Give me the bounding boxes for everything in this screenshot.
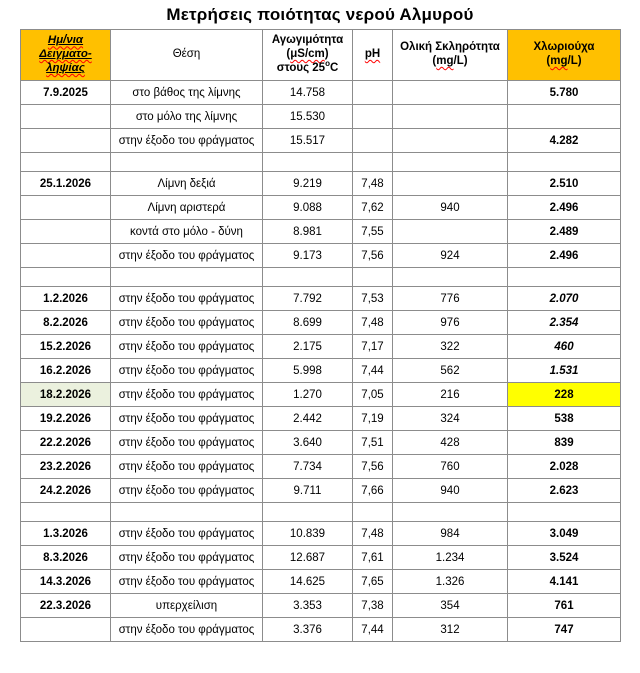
cell-date[interactable]: 16.2.2026 [21, 359, 111, 383]
cell-hardness[interactable]: 1.234 [393, 546, 508, 570]
cell-conductivity[interactable]: 3.353 [263, 594, 353, 618]
cell-chloride[interactable]: 2.496 [508, 244, 621, 268]
empty-cell[interactable] [21, 153, 111, 172]
cell-chloride[interactable]: 228 [508, 383, 621, 407]
cell-chloride[interactable]: 2.496 [508, 196, 621, 220]
cell-date[interactable]: 7.9.2025 [21, 81, 111, 105]
cell-conductivity[interactable]: 9.088 [263, 196, 353, 220]
cell-hardness[interactable]: 940 [393, 196, 508, 220]
header-line: Χλωριούχα [533, 41, 595, 54]
cell-conductivity[interactable]: 8.981 [263, 220, 353, 244]
header-line: (mg/L) [546, 55, 582, 67]
cell-date[interactable]: 19.2.2026 [21, 407, 111, 431]
cell-date[interactable] [21, 220, 111, 244]
spacer-row [21, 268, 621, 287]
cell-hardness[interactable]: 322 [393, 335, 508, 359]
table-body [21, 81, 621, 642]
cell-ph[interactable]: 7,17 [353, 335, 393, 359]
empty-cell[interactable] [263, 153, 353, 172]
cell-conductivity[interactable]: 3.640 [263, 431, 353, 455]
cell-ph[interactable]: 7,38 [353, 594, 393, 618]
cell-ph[interactable]: 7,19 [353, 407, 393, 431]
cell-ph[interactable]: 7,61 [353, 546, 393, 570]
cell-hardness[interactable] [393, 81, 508, 105]
cell-conductivity[interactable]: 2.175 [263, 335, 353, 359]
cell-position[interactable]: στην έξοδο του φράγματος [111, 383, 263, 407]
cell-position[interactable]: στο μόλο της λίμνης [111, 105, 263, 129]
table-row [21, 546, 621, 570]
cell-conductivity[interactable]: 7.734 [263, 455, 353, 479]
cell-hardness[interactable]: 324 [393, 407, 508, 431]
cell-chloride[interactable]: 460 [508, 335, 621, 359]
cell-hardness[interactable]: 984 [393, 522, 508, 546]
empty-cell[interactable] [353, 503, 393, 522]
empty-cell[interactable] [393, 503, 508, 522]
table-row [21, 244, 621, 268]
cell-position[interactable]: στην έξοδο του φράγματος [111, 455, 263, 479]
empty-cell[interactable] [508, 268, 621, 287]
cell-position[interactable]: κοντά στο μόλο - δύνη [111, 220, 263, 244]
cell-chloride[interactable]: 2.510 [508, 172, 621, 196]
cell-chloride[interactable]: 5.780 [508, 81, 621, 105]
table-row [21, 431, 621, 455]
empty-cell[interactable] [263, 503, 353, 522]
cell-position[interactable]: στην έξοδο του φράγματος [111, 244, 263, 268]
table-row [21, 311, 621, 335]
cell-conductivity[interactable]: 8.699 [263, 311, 353, 335]
cell-ph[interactable]: 7,65 [353, 570, 393, 594]
cell-hardness[interactable]: 354 [393, 594, 508, 618]
cell-date[interactable] [21, 129, 111, 153]
empty-cell[interactable] [353, 153, 393, 172]
empty-cell[interactable] [393, 268, 508, 287]
cell-date[interactable] [21, 618, 111, 642]
table-row [21, 172, 621, 196]
empty-cell[interactable] [111, 503, 263, 522]
cell-position[interactable]: Λίμνη δεξιά [111, 172, 263, 196]
cell-ph[interactable]: 7,66 [353, 479, 393, 503]
header-line: Δειγματο- [39, 48, 92, 61]
table-row [21, 407, 621, 431]
cell-hardness[interactable]: 1.326 [393, 570, 508, 594]
cell-position[interactable]: στην έξοδο του φράγματος [111, 335, 263, 359]
cell-date[interactable]: 8.2.2026 [21, 311, 111, 335]
cell-chloride[interactable] [508, 105, 621, 129]
cell-date[interactable]: 8.3.2026 [21, 546, 111, 570]
cell-conductivity[interactable]: 14.758 [263, 81, 353, 105]
cell-conductivity[interactable]: 5.998 [263, 359, 353, 383]
cell-ph[interactable]: 7,05 [353, 383, 393, 407]
header-line: (μS/cm) [286, 48, 329, 61]
cell-ph[interactable]: 7,53 [353, 287, 393, 311]
cell-position[interactable]: στην έξοδο του φράγματος [111, 546, 263, 570]
table-row [21, 594, 621, 618]
page-title: Μετρήσεις ποιότητας νερού Αλμυρού [166, 5, 474, 24]
cell-date[interactable]: 24.2.2026 [21, 479, 111, 503]
empty-cell[interactable] [263, 268, 353, 287]
header-cell-conductivity[interactable] [263, 30, 353, 81]
cell-hardness[interactable]: 924 [393, 244, 508, 268]
cell-position[interactable]: στην έξοδο του φράγματος [111, 359, 263, 383]
cell-conductivity[interactable]: 9.219 [263, 172, 353, 196]
cell-hardness[interactable] [393, 220, 508, 244]
cell-chloride[interactable]: 4.141 [508, 570, 621, 594]
cell-chloride[interactable]: 3.524 [508, 546, 621, 570]
table-row [21, 479, 621, 503]
cell-date[interactable] [21, 105, 111, 129]
cell-position[interactable]: στην έξοδο του φράγματος [111, 522, 263, 546]
empty-cell[interactable] [111, 268, 263, 287]
cell-position[interactable]: υπερχείλιση [111, 594, 263, 618]
cell-conductivity[interactable]: 12.687 [263, 546, 353, 570]
cell-hardness[interactable]: 562 [393, 359, 508, 383]
cell-chloride[interactable]: 839 [508, 431, 621, 455]
cell-conductivity[interactable]: 9.173 [263, 244, 353, 268]
cell-ph[interactable]: 7,48 [353, 311, 393, 335]
cell-ph[interactable]: 7,51 [353, 431, 393, 455]
cell-position[interactable]: στην έξοδο του φράγματος [111, 431, 263, 455]
cell-date[interactable]: 23.2.2026 [21, 455, 111, 479]
cell-position[interactable]: στο βάθος της λίμνης [111, 81, 263, 105]
cell-ph[interactable]: 7,55 [353, 220, 393, 244]
cell-hardness[interactable]: 312 [393, 618, 508, 642]
cell-position[interactable]: στην έξοδο του φράγματος [111, 479, 263, 503]
empty-cell[interactable] [111, 153, 263, 172]
header-line: Ημ/νια [47, 34, 84, 47]
cell-conductivity[interactable]: 9.711 [263, 479, 353, 503]
cell-hardness[interactable]: 760 [393, 455, 508, 479]
header-line: Ολική Σκληρότητα [400, 41, 500, 54]
cell-date[interactable]: 1.2.2026 [21, 287, 111, 311]
cell-date[interactable] [21, 196, 111, 220]
cell-ph[interactable]: 7,56 [353, 244, 393, 268]
spacer-row [21, 153, 621, 172]
header-line: pH [364, 48, 381, 61]
cell-date[interactable]: 25.1.2026 [21, 172, 111, 196]
cell-ph[interactable] [353, 129, 393, 153]
table-row [21, 220, 621, 244]
cell-chloride[interactable]: 2.354 [508, 311, 621, 335]
empty-cell[interactable] [508, 503, 621, 522]
cell-conductivity[interactable]: 15.517 [263, 129, 353, 153]
cell-ph[interactable]: 7,62 [353, 196, 393, 220]
empty-cell[interactable] [21, 268, 111, 287]
empty-cell[interactable] [393, 153, 508, 172]
cell-chloride[interactable]: 2.489 [508, 220, 621, 244]
cell-date[interactable]: 1.3.2026 [21, 522, 111, 546]
cell-ph[interactable]: 7,44 [353, 618, 393, 642]
header-cell-ph[interactable] [353, 30, 393, 81]
cell-position[interactable]: στην έξοδο του φράγματος [111, 287, 263, 311]
cell-chloride[interactable]: 2.028 [508, 455, 621, 479]
cell-ph[interactable] [353, 105, 393, 129]
cell-date[interactable] [21, 244, 111, 268]
table-row [21, 287, 621, 311]
table-row [21, 359, 621, 383]
table-row [21, 335, 621, 359]
spacer-row [21, 503, 621, 522]
cell-chloride[interactable]: 4.282 [508, 129, 621, 153]
empty-cell[interactable] [353, 268, 393, 287]
cell-ph[interactable]: 7,56 [353, 455, 393, 479]
header-row [21, 30, 621, 81]
header-cell-date[interactable] [21, 30, 111, 81]
cell-hardness[interactable] [393, 129, 508, 153]
header-cell-position[interactable] [111, 30, 263, 81]
cell-hardness[interactable]: 776 [393, 287, 508, 311]
header-line: (mg/L) [432, 55, 468, 67]
cell-chloride[interactable]: 538 [508, 407, 621, 431]
table-row [21, 570, 621, 594]
cell-position[interactable]: στην έξοδο του φράγματος [111, 618, 263, 642]
cell-hardness[interactable]: 940 [393, 479, 508, 503]
cell-ph[interactable]: 7,48 [353, 522, 393, 546]
cell-position[interactable]: Λίμνη αριστερά [111, 196, 263, 220]
cell-chloride[interactable]: 2.070 [508, 287, 621, 311]
header-line: στους $25^oC$ [276, 59, 339, 74]
cell-hardness[interactable]: 216 [393, 383, 508, 407]
cell-date[interactable]: 15.2.2026 [21, 335, 111, 359]
table-header [21, 30, 621, 81]
header-line: Θέση [172, 48, 201, 61]
empty-cell[interactable] [508, 153, 621, 172]
header-cell-hardness[interactable] [393, 30, 508, 81]
cell-hardness[interactable] [393, 172, 508, 196]
cell-position[interactable]: στην έξοδο του φράγματος [111, 570, 263, 594]
cell-hardness[interactable] [393, 105, 508, 129]
cell-chloride[interactable]: 1.531 [508, 359, 621, 383]
cell-conductivity[interactable]: 2.442 [263, 407, 353, 431]
cell-ph[interactable]: 7,48 [353, 172, 393, 196]
cell-position[interactable]: στην έξοδο του φράγματος [111, 311, 263, 335]
cell-chloride[interactable]: 2.623 [508, 479, 621, 503]
cell-date[interactable]: 18.2.2026 [21, 383, 111, 407]
cell-conductivity[interactable]: 10.839 [263, 522, 353, 546]
table-row [21, 618, 621, 642]
cell-conductivity[interactable]: 14.625 [263, 570, 353, 594]
cell-chloride[interactable]: 747 [508, 618, 621, 642]
cell-position[interactable]: στην έξοδο του φράγματος [111, 407, 263, 431]
cell-hardness[interactable]: 976 [393, 311, 508, 335]
cell-date[interactable]: 14.3.2026 [21, 570, 111, 594]
header-line: Αγωγιμότητα [271, 34, 344, 47]
cell-ph[interactable]: 7,44 [353, 359, 393, 383]
header-line: ληψίας [46, 61, 85, 74]
cell-ph[interactable] [353, 81, 393, 105]
table-row [21, 522, 621, 546]
table-row [21, 105, 621, 129]
table-row [21, 196, 621, 220]
cell-position[interactable]: στην έξοδο του φράγματος [111, 129, 263, 153]
cell-hardness[interactable]: 428 [393, 431, 508, 455]
measurements-table [20, 29, 621, 642]
table-row [21, 81, 621, 105]
cell-chloride[interactable]: 3.049 [508, 522, 621, 546]
cell-conductivity[interactable]: 1.270 [263, 383, 353, 407]
cell-chloride[interactable]: 761 [508, 594, 621, 618]
table-row [21, 455, 621, 479]
table-row [21, 383, 621, 407]
cell-conductivity[interactable]: 15.530 [263, 105, 353, 129]
table-row [21, 129, 621, 153]
header-cell-chloride[interactable] [508, 30, 621, 81]
cell-date[interactable]: 22.3.2026 [21, 594, 111, 618]
empty-cell[interactable] [21, 503, 111, 522]
cell-date[interactable]: 22.2.2026 [21, 431, 111, 455]
cell-conductivity[interactable]: 3.376 [263, 618, 353, 642]
cell-conductivity[interactable]: 7.792 [263, 287, 353, 311]
